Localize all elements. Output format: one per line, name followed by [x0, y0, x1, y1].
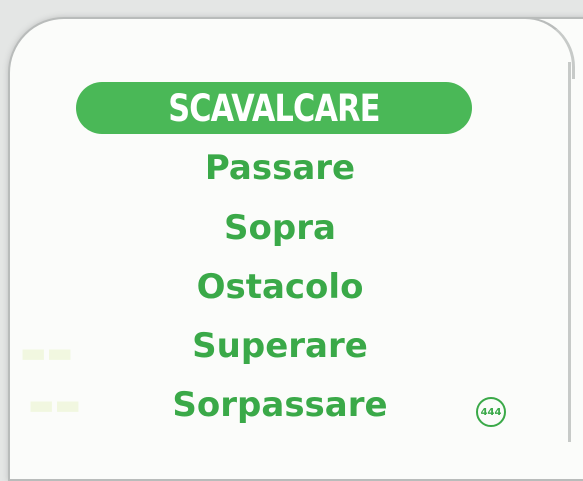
card-title-banner	[76, 82, 472, 134]
card-number-badge: 444	[476, 397, 506, 427]
taboo-word: Sorpassare	[172, 385, 388, 425]
card-title: SCAVALCARE	[168, 86, 380, 130]
taboo-word: Sopra	[224, 208, 336, 248]
taboo-word: Passare	[204, 148, 356, 188]
faint-print-mark: ▬▬	[28, 388, 81, 421]
taboo-word: Superare	[192, 326, 368, 366]
taboo-word: Ostacolo	[196, 267, 364, 307]
faint-print-mark: ▬▬	[20, 336, 73, 369]
card-edge	[568, 62, 571, 442]
